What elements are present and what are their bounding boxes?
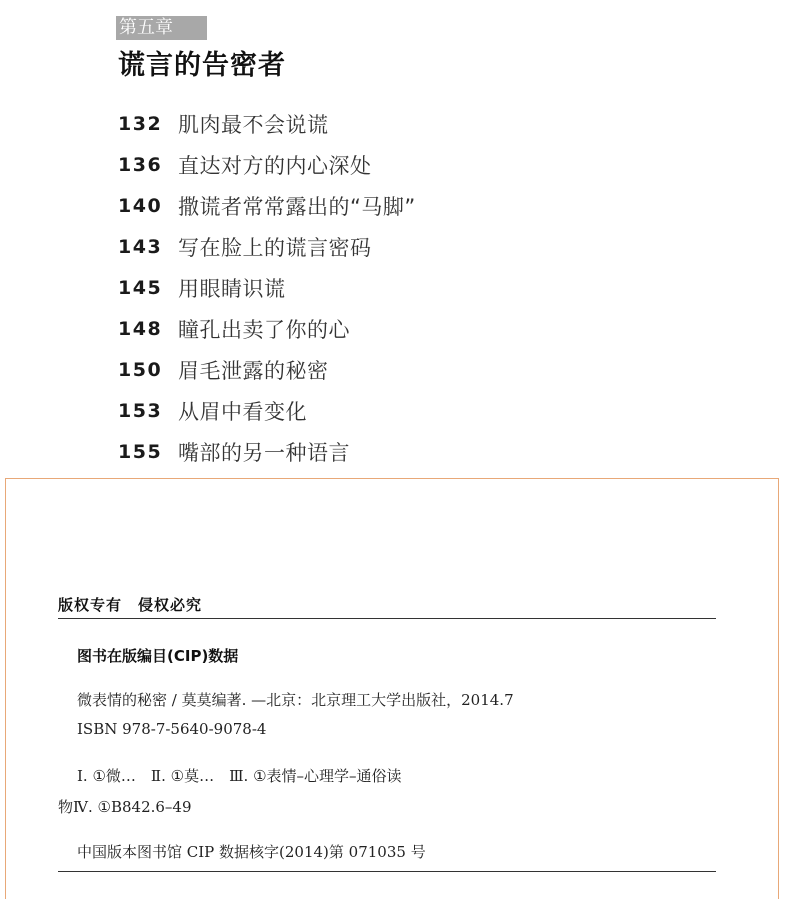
toc-page-number: 153	[118, 399, 163, 422]
toc-entry-title: 撒谎者常常露出的“马脚”	[178, 194, 416, 219]
cip-classification-line2: 物Ⅳ. ①B842.6–49	[58, 798, 192, 816]
copyright-heading: 版权专有 侵权必究	[58, 596, 203, 614]
toc-entry[interactable]	[118, 226, 416, 267]
toc-entry-title: 写在脸上的谎言密码	[178, 235, 372, 260]
cip-description: 微表情的秘密 / 莫莫编著. —北京：北京理工大学出版社，2014.7	[77, 691, 514, 709]
cip-isbn: ISBN 978-7-5640-9078-4	[77, 720, 267, 738]
toc-page-number: 132	[118, 112, 163, 135]
cip-title: 图书在版编目(CIP)数据	[77, 647, 239, 665]
chapter-title: 谎言的告密者	[118, 50, 286, 81]
toc-entry[interactable]	[118, 390, 416, 431]
toc-entry-title: 眉毛泄露的秘密	[178, 358, 329, 383]
toc-page-number: 136	[118, 153, 163, 176]
toc-entry[interactable]	[118, 185, 416, 226]
toc-entry[interactable]	[118, 103, 416, 144]
toc-page-number: 148	[118, 317, 163, 340]
toc-entry-title: 从眉中看变化	[178, 399, 307, 424]
toc-entry[interactable]	[118, 431, 416, 472]
toc-page-number: 143	[118, 235, 163, 258]
toc-entry-title: 直达对方的内心深处	[178, 153, 372, 178]
toc-entry[interactable]	[118, 267, 416, 308]
table-of-contents	[118, 103, 416, 472]
copyright-page	[5, 478, 779, 899]
divider-line	[58, 871, 716, 872]
toc-page-number: 150	[118, 358, 163, 381]
toc-entry[interactable]	[118, 349, 416, 390]
toc-page-number: 155	[118, 440, 163, 463]
toc-entry-title: 嘴部的另一种语言	[178, 440, 350, 465]
toc-entry-title: 用眼睛识谎	[178, 276, 286, 301]
toc-entry-title: 瞳孔出卖了你的心	[178, 317, 350, 342]
divider-line	[58, 618, 716, 619]
toc-page-number: 145	[118, 276, 163, 299]
chapter-label: 第五章	[116, 16, 207, 40]
toc-entry[interactable]	[118, 144, 416, 185]
cip-classification-line1: Ⅰ. ①微… Ⅱ. ①莫… Ⅲ. ①表情–心理学–通俗读	[77, 767, 402, 785]
toc-entry[interactable]	[118, 308, 416, 349]
toc-page-number: 140	[118, 194, 163, 217]
toc-entry-title: 肌肉最不会说谎	[178, 112, 329, 137]
cip-record-number: 中国版本图书馆 CIP 数据核字(2014)第 071035 号	[77, 843, 426, 861]
